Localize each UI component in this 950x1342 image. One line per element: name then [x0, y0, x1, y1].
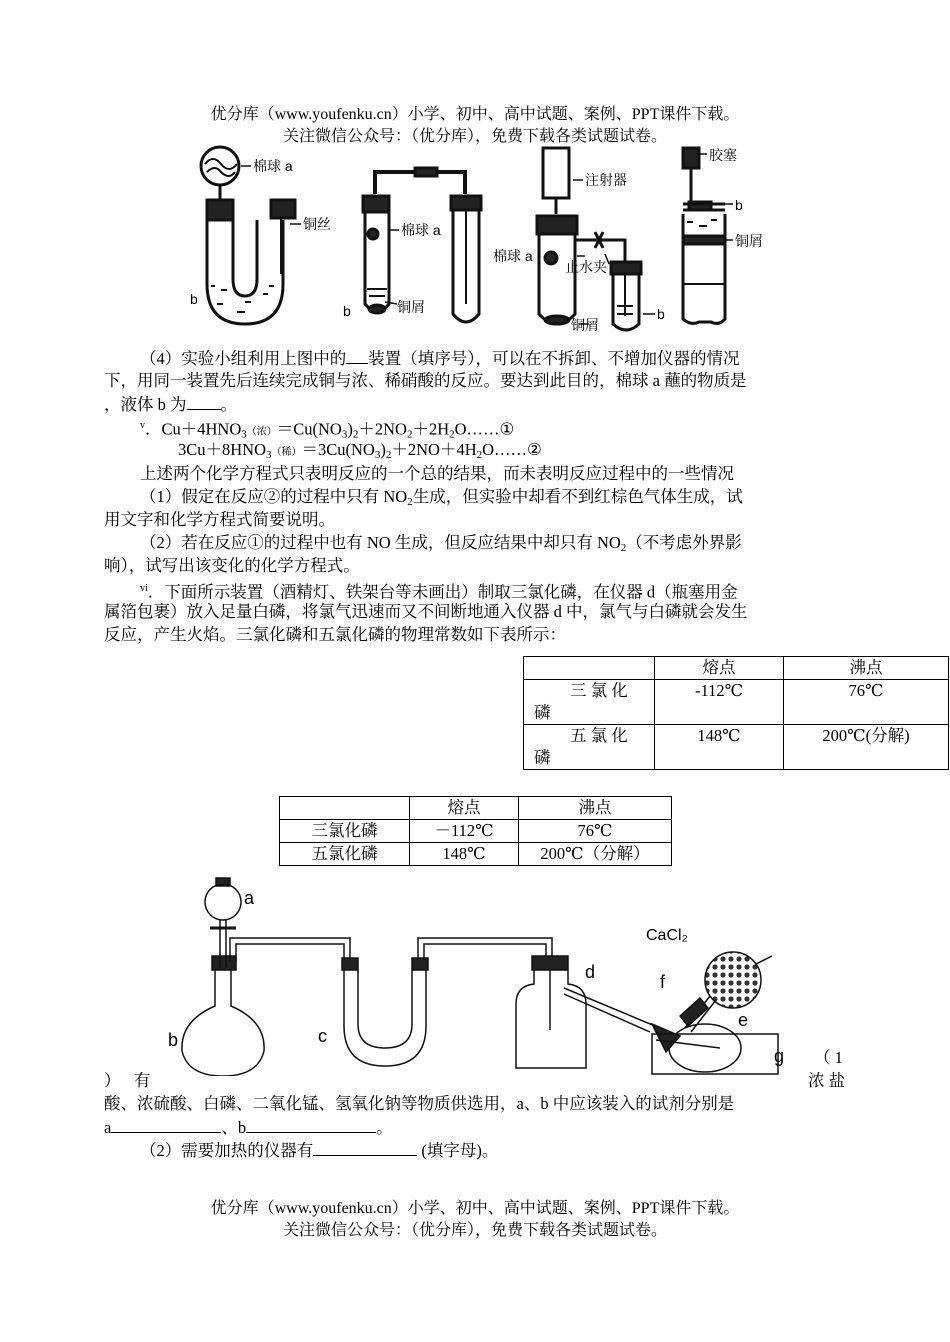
eq1-e: ＋2H — [412, 419, 450, 439]
q6-p1-line2: 酸、浓硫酸、白磷、二氧化锰、氢氧化钠等物质供选用，a、b 中应该装入的试剂分别是 — [104, 1094, 735, 1113]
q5-part2-line1 — [140, 532, 742, 554]
stopper-2 — [271, 200, 295, 218]
q6-p1-end-mark: 。 — [376, 1118, 393, 1137]
eq1-sub2: 3 — [341, 428, 348, 441]
q6-p1-line3 — [104, 1116, 393, 1139]
q4-text-b: 装置（填序号），可以在不拆卸、不增加仪器的情况 — [368, 349, 740, 368]
q5-p2-sub: 2 — [620, 542, 627, 554]
q6-p1-paren-right: ） — [104, 1071, 121, 1090]
q4-line-3 — [104, 393, 237, 416]
q6-line-3: 反应，产生火焰。三氯化磷和五氯化磷的物理常数如下表所示： — [104, 625, 566, 644]
q6-p1-end: 浓 盐 — [808, 1071, 846, 1090]
eq1-sub3: 2 — [352, 428, 359, 441]
eq2-sub1: 3 — [266, 449, 272, 461]
label-clamp: 止水夹 — [565, 259, 607, 275]
eq1-d: ＋2NO — [358, 419, 407, 439]
q4-line-2: 下，用同一装置先后连续完成铜与浓、稀硝酸的反应。要达到此目的，棉球 a 蘸的物质是 — [104, 371, 747, 390]
eq2-sub3: 2 — [385, 449, 392, 461]
eq1-note: （浓） — [246, 426, 277, 438]
answer-blank-heating[interactable] — [313, 1139, 417, 1156]
table1-row — [524, 680, 949, 725]
q6-p1-paren-left: （ 1 — [814, 1048, 843, 1067]
q5-part2-line2: 响），试写出该变化的化学方程式。 — [104, 556, 360, 575]
table1-r1c2: 200℃(分解) — [784, 725, 949, 770]
q4-line-1 — [140, 347, 740, 370]
table1-h1: 熔点 — [655, 657, 784, 680]
eq2-d: ＋2NO＋4H — [391, 440, 477, 459]
q6-p1-b-label: 、b — [221, 1118, 247, 1137]
table1-h2: 沸点 — [784, 657, 949, 680]
q5-intro: 上述两个化学方程式只表明反应的一个总的结果，而未表明反应过程中的一些情况 — [140, 464, 734, 483]
table2-r0c0: 三氯化磷 — [280, 820, 410, 843]
label-b-1: b — [190, 291, 198, 307]
label-d: d — [585, 962, 596, 982]
stopper-3 — [363, 196, 389, 212]
q6-p2-a: （2）需要加热的仪器有 — [140, 1141, 314, 1160]
answer-blank-a[interactable] — [111, 1116, 221, 1133]
label-stopper: 胶塞 — [709, 147, 737, 163]
eq1-c: ) — [347, 419, 353, 439]
q5-p1-sub: 2 — [407, 496, 413, 508]
label-cotton-a: 棉球 a — [253, 158, 293, 174]
q5-equation-2 — [178, 439, 542, 464]
label-copper-chips: 铜屑 — [397, 299, 425, 315]
q6-p2-b: (填字母)。 — [417, 1141, 499, 1160]
label-f: f — [660, 972, 666, 992]
header-line-1: 优分库（www.youfenku.cn）小学、初中、高中试题、案例、PPT课件下载。 — [210, 106, 740, 123]
label-b-2: b — [343, 303, 351, 319]
footer-line-1: 优分库（www.youfenku.cn）小学、初中、高中试题、案例、PPT课件下载。 — [210, 1200, 740, 1217]
label-copper-chips-3: 铜屑 — [571, 317, 599, 333]
table2-r1c2: 200℃（分解） — [519, 843, 672, 866]
q5-p1-a: （1）假定在反应②的过程中只有 NO — [140, 487, 408, 506]
table1-header-row — [524, 657, 949, 680]
label-copper-wire: 铜丝 — [303, 216, 331, 232]
label-e: e — [738, 1010, 749, 1030]
header-line-2: 关注微信公众号：（优分库），免费下载各类试题试卷。 — [282, 128, 667, 145]
label-b: b — [168, 1030, 179, 1050]
q6-line-1-text: ．下面所示装置（酒精灯、铁架台等未画出）制取三氯化磷，在仪器 d（瓶塞用金 — [147, 582, 738, 602]
stopper-1 — [207, 200, 233, 220]
q5-p2-b: （不考虑外界影 — [626, 533, 742, 552]
eq2-b: ＝3Cu(NO — [301, 440, 375, 459]
label-cotton-a-2: 棉球 a — [401, 222, 441, 238]
table2-h2: 沸点 — [519, 797, 672, 820]
table1-r0c1: -112℃ — [655, 680, 784, 725]
copper-nitric-apparatus-figure — [185, 144, 785, 334]
label-b-3: b — [657, 306, 665, 322]
label-cacl2: CaCl₂ — [646, 927, 688, 944]
label-b-4: b — [735, 197, 743, 213]
dropping-funnel-a — [205, 884, 241, 920]
table1-r0c2: 76℃ — [784, 680, 949, 725]
label-syringe: 注射器 — [585, 172, 627, 188]
label-g: g — [774, 1046, 785, 1066]
label-cotton-a-3: 棉球 a — [493, 248, 533, 264]
table2-h1: 熔点 — [410, 797, 519, 820]
constants-table-2 — [279, 796, 672, 866]
answer-blank-b[interactable] — [246, 1116, 376, 1133]
q4-blank-device[interactable] — [346, 347, 368, 364]
table1-h0 — [524, 657, 655, 680]
q5-marker: v — [140, 420, 145, 431]
eq1-a: ．Cu＋4HNO — [145, 419, 242, 439]
table2-row — [280, 820, 672, 843]
eq2-c: ) — [380, 440, 386, 459]
q6-p1-a-label: a — [104, 1118, 112, 1137]
footer-line-2: 关注微信公众号：（优分库），免费下载各类试题试卷。 — [282, 1222, 667, 1239]
q6-marker: vi — [140, 583, 148, 594]
table2-header-row — [280, 797, 672, 820]
q5-part1-line1 — [140, 486, 743, 508]
q6-p2-line — [140, 1139, 498, 1162]
label-a: a — [244, 888, 255, 908]
q4-text-a: （4）实验小组利用上图中的 — [140, 349, 347, 368]
table2-r0c2: 76℃ — [519, 820, 672, 843]
eq1-sub1: 3 — [241, 428, 247, 441]
cotton-ball-bulb — [201, 147, 239, 185]
q4-text-d: 。 — [220, 395, 237, 414]
table2-r0c1: －112℃ — [410, 820, 519, 843]
table2-h0 — [280, 797, 410, 820]
table1-r0c0: 三 氯 化磷 — [534, 681, 628, 722]
table2-r1c0: 五氯化磷 — [280, 843, 410, 866]
eq1-sub5: 2 — [449, 428, 455, 441]
q5-p1-b: 生成，但实验中却看不到红棕色气体生成，试 — [412, 487, 743, 506]
label-c: c — [318, 1026, 327, 1046]
eq2-note: （稀） — [271, 447, 302, 458]
q4-blank-liquid[interactable] — [187, 393, 221, 410]
constants-table-1 — [523, 656, 949, 770]
eq1-f: O……① — [454, 419, 515, 439]
eq1-sub4: 2 — [406, 428, 413, 441]
receiving-flask-e — [669, 1024, 741, 1072]
q6-line-2: 属箔包裹）放入足量白磷，将氯气迅速而又不间断地通入仪器 d 中，氯气与白磷就会发生 — [104, 602, 748, 621]
pcl3-apparatus-diagram — [160, 876, 800, 1076]
eq2-a: 3Cu＋8HNO — [178, 440, 267, 459]
eq2-sub2: 3 — [374, 449, 381, 461]
eq2-sub4: 2 — [476, 449, 483, 461]
table1-r1c1: 148℃ — [655, 725, 784, 770]
q6-line-1 — [140, 578, 738, 604]
q5-p2-a: （2）若在反应①的过程中也有 NO 生成，但反应结果中却只有 NO — [140, 533, 621, 552]
table2-row — [280, 843, 672, 866]
table2-r1c1: 148℃ — [410, 843, 519, 866]
eq2-e: O……② — [482, 440, 542, 459]
cacl2-drying-tube — [705, 952, 761, 1008]
q4-text-c: ，液体 b 为 — [104, 395, 187, 414]
label-copper-chips-4: 铜屑 — [735, 233, 763, 249]
q5-part1-line2: 用文字和化学方程式简要说明。 — [104, 510, 335, 529]
q6-p1-you: 有 — [134, 1071, 151, 1090]
table1-row — [524, 725, 949, 770]
stopper-4 — [451, 196, 481, 210]
table1-r1c0: 五 氯 化磷 — [534, 726, 628, 767]
eq1-b: ＝Cu(NO — [276, 419, 342, 439]
syringe-barrel — [543, 148, 569, 198]
